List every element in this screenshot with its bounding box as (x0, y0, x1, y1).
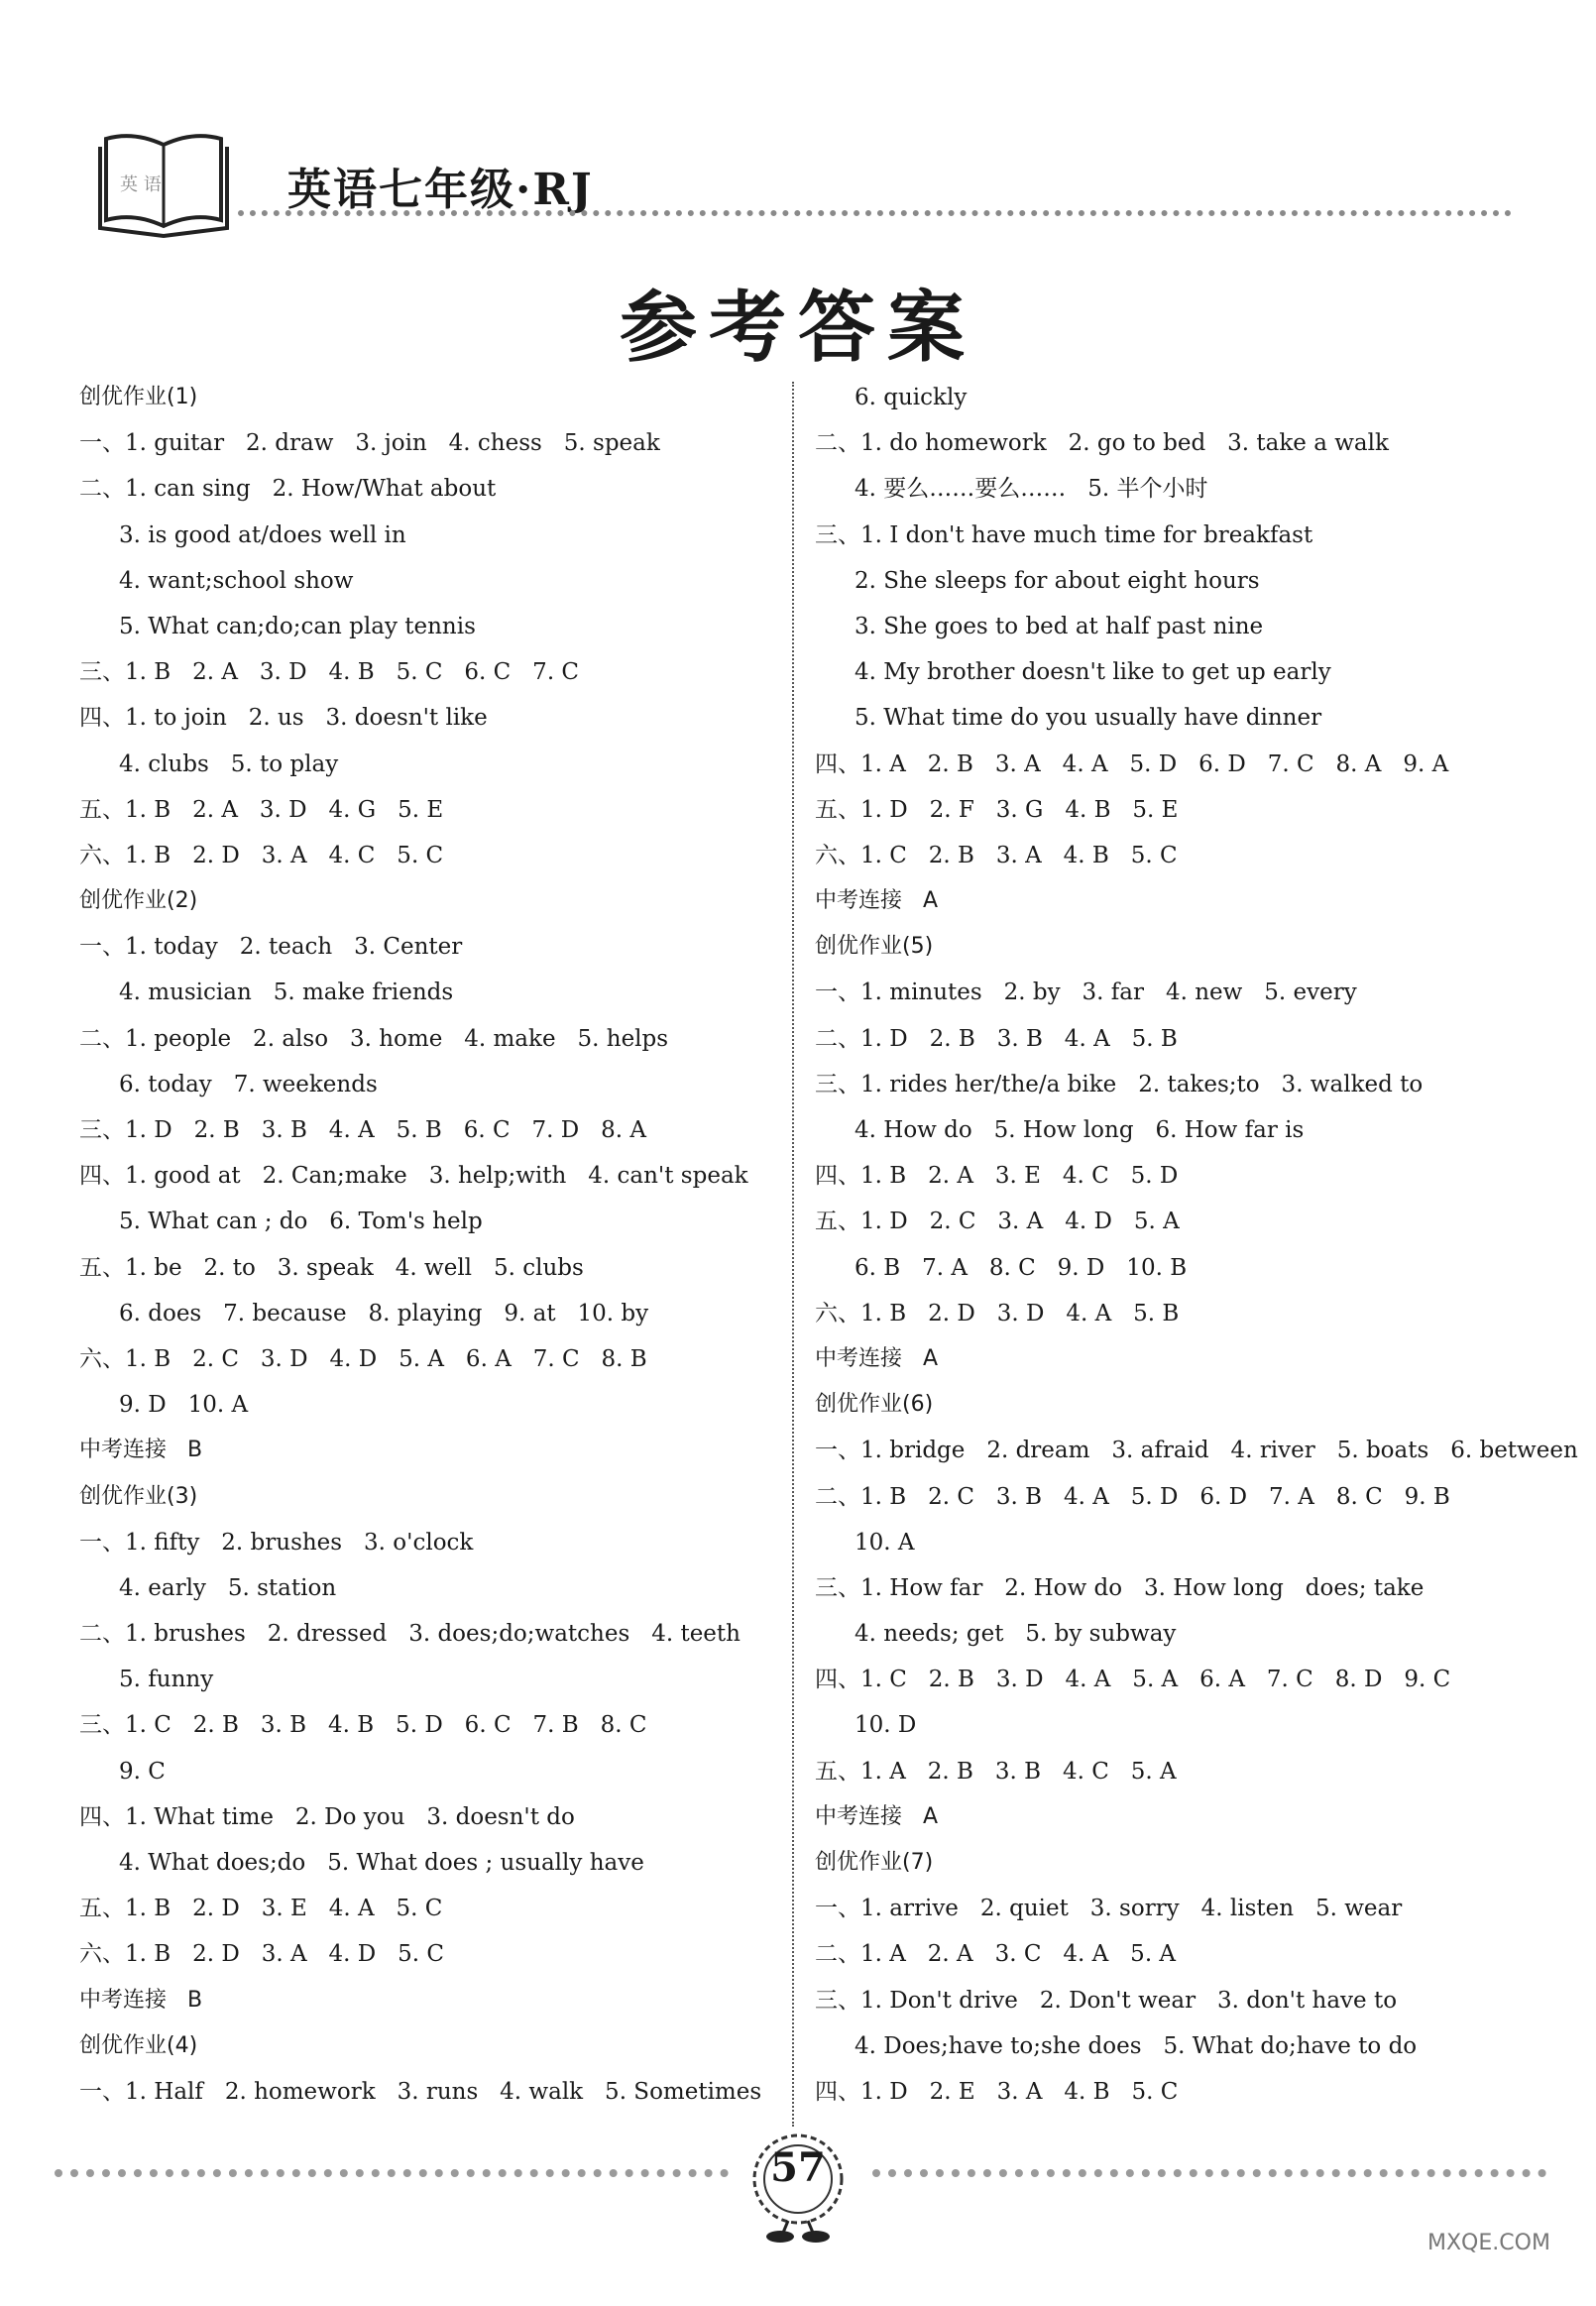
section-heading: 创优作业(5) (815, 934, 934, 960)
answer-line: 六、1. B 2. C 3. D 4. D 5. A 6. A 7. C 8. B (79, 1345, 647, 1372)
answer-line: 3. is good at/does well in (119, 521, 406, 548)
answer-line: 四、1. What time 2. Do you 3. doesn't do (79, 1803, 575, 1830)
section-heading: 中考连接 A (815, 1345, 939, 1371)
answer-line: 9. C (119, 1758, 166, 1785)
answer-line: 4. What does;do 5. What does ; usually have (119, 1850, 644, 1876)
answer-line: 四、1. C 2. B 3. D 4. A 5. A 6. A 7. C 8. D 9. C (815, 1667, 1451, 1693)
answer-line: 四、1. to join 2. us 3. doesn't like (79, 705, 488, 732)
answer-line: 一、1. today 2. teach 3. Center (79, 934, 463, 961)
answer-line: 五、1. be 2. to 3. speak 4. well 5. clubs (79, 1254, 584, 1281)
answer-line: 4. early 5. station (119, 1574, 337, 1601)
answer-line: 四、1. good at 2. Can;make 3. help;with 4. can't speak (79, 1163, 748, 1190)
answer-line: 五、1. D 2. F 3. G 4. B 5. E (815, 796, 1179, 823)
answer-line: 2. She sleeps for about eight hours (855, 567, 1260, 594)
answer-line: 5. What can;do;can play tennis (119, 613, 476, 639)
answer-line: 三、1. Don't drive 2. Don't wear 3. don't have to (815, 1987, 1398, 2014)
answer-line: 4. needs; get 5. by subway (855, 1621, 1177, 1648)
answer-line: 三、1. I don't have much time for breakfast (815, 521, 1313, 548)
answer-line: 一、1. fifty 2. brushes 3. o'clock (79, 1529, 474, 1556)
answers-column-right (815, 375, 1578, 2115)
answer-line: 四、1. D 2. E 3. A 4. B 5. C (815, 2078, 1179, 2105)
answer-line: 二、1. people 2. also 3. home 4. make 5. helps (79, 1025, 669, 1052)
answer-line: 一、1. minutes 2. by 3. far 4. new 5. every (815, 980, 1357, 1006)
section-heading: 创优作业(4) (79, 2032, 198, 2058)
answer-line: 5. What time do you usually have dinner (855, 705, 1322, 732)
answer-line: 二、1. A 2. A 3. C 4. A 5. A (815, 1941, 1177, 1968)
answer-line: 三、1. rides her/the/a bike 2. takes;to 3. walked to (815, 1071, 1424, 1097)
answer-line: 二、1. D 2. B 3. B 4. A 5. B (815, 1025, 1178, 1052)
answer-line: 6. quickly (855, 385, 968, 410)
answer-line: 一、1. bridge 2. dream 3. afraid 4. river 5. boats 6. between (815, 1438, 1578, 1464)
section-heading: 创优作业(2) (79, 888, 198, 914)
answer-line: 一、1. guitar 2. draw 3. join 4. chess 5. speak (79, 430, 660, 457)
header-divider (238, 210, 1512, 216)
header-title: 英语七年级·RJ (287, 165, 594, 215)
page-header (94, 119, 1512, 238)
answer-line: 4. How do 5. How long 6. How far is (855, 1117, 1305, 1143)
answer-line: 二、1. do homework 2. go to bed 3. take a walk (815, 430, 1389, 457)
answer-line: 5. What can ; do 6. Tom's help (119, 1209, 483, 1235)
answer-line: 3. She goes to bed at half past nine (855, 613, 1264, 639)
section-heading: 创优作业(7) (815, 1850, 934, 1875)
answer-line: 4. Does;have to;she does 5. What do;have to do (855, 2032, 1418, 2059)
answer-line: 6. does 7. because 8. playing 9. at 10. by (119, 1300, 649, 1326)
section-heading: 中考连接 B (79, 1987, 203, 2013)
page-title: 参考答案 (619, 283, 976, 373)
answer-line: 一、1. Half 2. homework 3. runs 4. walk 5. Sometimes (79, 2078, 762, 2105)
section-heading: 中考连接 B (79, 1438, 203, 1463)
answer-line: 四、1. A 2. B 3. A 4. A 5. D 6. D 7. C 8. A 9. A (815, 750, 1449, 777)
answer-line: 三、1. B 2. A 3. D 4. B 5. C 6. C 7. C (79, 659, 580, 686)
answer-line: 4. 要么……要么…… 5. 半个小时 (855, 476, 1208, 503)
section-heading: 中考连接 A (815, 1803, 939, 1829)
answer-line: 二、1. B 2. C 3. B 4. A 5. D 6. D 7. A 8. C 9. B (815, 1483, 1450, 1510)
answer-line: 五、1. A 2. B 3. B 4. C 5. A (815, 1758, 1177, 1785)
footer-divider-right (872, 2169, 1546, 2177)
answer-line: 三、1. C 2. B 3. B 4. B 5. D 6. C 7. B 8. C (79, 1712, 647, 1739)
answer-line: 5. funny (119, 1667, 214, 1693)
answer-line: 三、1. How far 2. How do 3. How long does; take (815, 1574, 1425, 1601)
book-icon (94, 129, 233, 238)
section-heading: 中考连接 A (815, 888, 939, 914)
answer-line: 六、1. B 2. D 3. A 4. C 5. C (79, 842, 444, 868)
answer-line: 6. today 7. weekends (119, 1071, 378, 1097)
book-icon-label: 英 语 (120, 174, 162, 195)
answer-line: 六、1. B 2. D 3. A 4. D 5. C (79, 1941, 444, 1968)
answer-line: 四、1. B 2. A 3. E 4. C 5. D (815, 1163, 1179, 1190)
section-heading: 创优作业(3) (79, 1483, 198, 1509)
answer-line: 4. My brother doesn't like to get up early (855, 659, 1331, 686)
section-heading: 创优作业(1) (79, 385, 198, 409)
answer-line: 二、1. can sing 2. How/What about (79, 476, 497, 503)
answer-line: 三、1. D 2. B 3. B 4. A 5. B 6. C 7. D 8. A (79, 1117, 646, 1143)
answer-line: 六、1. B 2. D 3. D 4. A 5. B (815, 1300, 1180, 1326)
answer-line: 4. musician 5. make friends (119, 980, 454, 1006)
watermark: MXQE.COM (1427, 2231, 1550, 2255)
answer-line: 4. want;school show (119, 567, 354, 594)
answer-line: 五、1. B 2. A 3. D 4. G 5. E (79, 796, 444, 823)
answer-line: 二、1. brushes 2. dressed 3. does;do;watches 4. teeth (79, 1621, 741, 1648)
footer-divider-left (55, 2169, 729, 2177)
page-number: 57 (770, 2144, 826, 2191)
answer-line: 10. D (855, 1712, 917, 1739)
answer-line: 一、1. arrive 2. quiet 3. sorry 4. listen 5. wear (815, 1896, 1403, 1922)
answer-line: 六、1. C 2. B 3. A 4. B 5. C (815, 842, 1178, 868)
answer-line: 五、1. B 2. D 3. E 4. A 5. C (79, 1896, 443, 1922)
answer-line: 五、1. D 2. C 3. A 4. D 5. A (815, 1209, 1180, 1235)
answers-column-left (79, 375, 773, 2115)
answer-line: 6. B 7. A 8. C 9. D 10. B (855, 1254, 1188, 1281)
column-divider (792, 382, 794, 2127)
answer-line: 4. clubs 5. to play (119, 750, 339, 777)
section-heading: 创优作业(6) (815, 1392, 934, 1418)
answer-line: 10. A (855, 1529, 915, 1556)
answer-line: 9. D 10. A (119, 1392, 249, 1419)
